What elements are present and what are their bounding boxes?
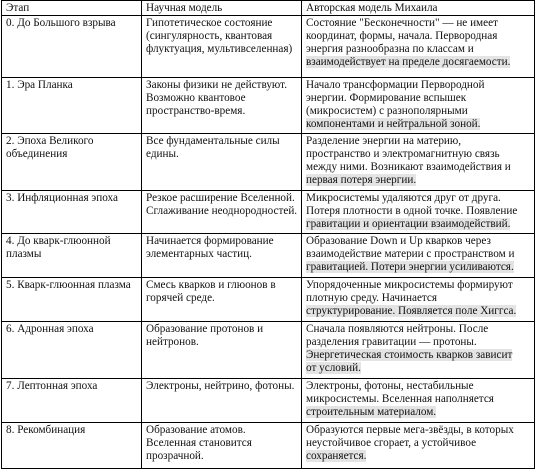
author-model-line: Упорядоченные микросистемы формируют	[306, 279, 513, 291]
cell-author-model	[302, 379, 535, 423]
comparison-table	[1, 0, 535, 469]
author-model-line: Разделение энергии на материю,	[306, 135, 462, 147]
author-model-line: координат, формы, начала. Первородная	[306, 30, 498, 42]
author-model-line: плотную среду. Начинается	[306, 292, 438, 304]
cell-science-model: Законы физики не действуют. Возможно квантовое пространство-время.	[142, 78, 302, 134]
author-model-line: энергия разнообразна по классам и	[306, 43, 474, 55]
author-model-line: Образование Down и Up кварков через	[306, 235, 491, 247]
table-header-row	[2, 1, 535, 16]
author-model-line: Микросистемы удаляются друг от друга.	[306, 192, 501, 204]
table-row	[2, 191, 535, 234]
author-model-line: компонентами и нейтральной зоной.	[306, 118, 481, 130]
author-model-line: разделения гравитации — протоны.	[306, 336, 477, 348]
cell-author-model	[302, 234, 535, 278]
cell-stage: 8. Рекомбинация	[2, 423, 142, 469]
cell-author-model	[302, 16, 535, 78]
cell-stage: 0. До Большого взрыва	[2, 16, 142, 78]
author-model-line: Состояние "Бесконечности" — не имеет	[306, 17, 498, 29]
table-row	[2, 78, 535, 134]
author-model-line: сохраняется.	[306, 450, 367, 462]
cell-science-model: Начинается формирование элементарных частиц.	[142, 234, 302, 278]
table-row	[2, 234, 535, 278]
author-model-line: микросистемы. Вселенная наполняется	[306, 393, 494, 405]
cell-science-model: Резкое расширение Вселенной. Сглаживание неоднородностей.	[142, 191, 302, 234]
header-science-model: Научная модель	[142, 1, 302, 16]
cell-science-model: Образование атомов. Вселенная становится прозрачной.	[142, 423, 302, 469]
author-model-line: первая потеря энергии.	[306, 174, 417, 186]
header-author-model: Авторская модель Михаила	[302, 1, 535, 16]
cell-author-model	[302, 423, 535, 469]
cell-stage: 3. Инфляционная эпоха	[2, 191, 142, 234]
cell-author-model	[302, 278, 535, 322]
cell-stage: 5. Кварк-глюонная плазма	[2, 278, 142, 322]
author-model-line: Энергетическая стоимость кварков зависит	[306, 349, 513, 361]
table-row	[2, 379, 535, 423]
cell-author-model	[302, 191, 535, 234]
table-row	[2, 322, 535, 379]
cell-stage: 6. Адронная эпоха	[2, 322, 142, 379]
author-model-line: (микросистем) с разнополярными	[306, 105, 468, 117]
author-model-line: Начало трансформации Первородной	[306, 79, 485, 91]
author-model-line: Электроны, фотоны, нестабильные	[306, 380, 474, 392]
cell-science-model: Гипотетическое состояние (сингулярность, квантовая флуктуация, мультивселенная)	[142, 16, 302, 78]
author-model-line: Сначала появляются нейтроны. После	[306, 323, 489, 335]
cell-author-model	[302, 78, 535, 134]
author-model-line: от условий.	[306, 362, 361, 374]
cell-stage: 2. Эпоха Великого объединения	[2, 134, 142, 191]
author-model-line: структурирование. Появляется поле Хиггса.	[306, 305, 517, 317]
author-model-line: гравитацией. Потери энергии усиливаются.	[306, 261, 514, 273]
cell-stage: 7. Лептонная эпоха	[2, 379, 142, 423]
author-model-line: взаимодействие материи с пространством и	[306, 248, 515, 260]
table-row	[2, 423, 535, 469]
cell-stage: 1. Эра Планка	[2, 78, 142, 134]
author-model-line: неустойчивое сгорает, а устойчивое	[306, 437, 477, 449]
author-model-line: пространство и электромагнитную связь	[306, 148, 500, 160]
author-model-line: взаимодействует на пределе досягаемости.	[306, 56, 511, 68]
cell-science-model: Все фундаментальные силы едины.	[142, 134, 302, 191]
author-model-line: Потеря плотности в одной точке. Появление	[306, 205, 518, 217]
header-stage: Этап	[2, 1, 142, 16]
cell-stage: 4. До кварк-глюонной плазмы	[2, 234, 142, 278]
cell-science-model: Электроны, нейтрино, фотоны.	[142, 379, 302, 423]
cell-science-model: Образование протонов и нейтронов.	[142, 322, 302, 379]
table-row	[2, 278, 535, 322]
cell-author-model	[302, 134, 535, 191]
author-model-line: гравитации и ориентации взаимодействий.	[306, 218, 511, 230]
cell-science-model: Смесь кварков и глюонов в горячей среде.	[142, 278, 302, 322]
author-model-line: Образуются первые мега-звёзды, в которых	[306, 424, 514, 436]
author-model-line: строительным материалом.	[306, 406, 437, 418]
author-model-line: энергии. Формирование вспышек	[306, 92, 467, 104]
table-row	[2, 134, 535, 191]
table-row	[2, 16, 535, 78]
author-model-line: между ними. Возникают взаимодействия и	[306, 161, 511, 173]
cell-author-model	[302, 322, 535, 379]
